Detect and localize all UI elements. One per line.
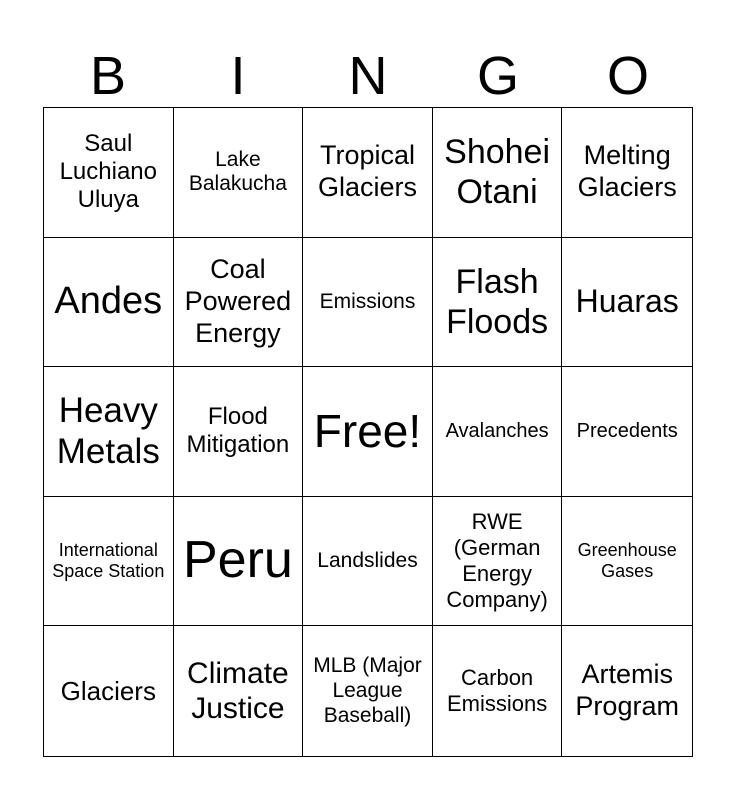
bingo-cell[interactable]: Lake Balakucha: [174, 108, 304, 238]
bingo-cell[interactable]: Saul Luchiano Uluya: [44, 108, 174, 238]
bingo-cell[interactable]: Flash Floods: [433, 238, 563, 368]
bingo-cell[interactable]: Climate Justice: [174, 626, 304, 756]
bingo-cell[interactable]: Tropical Glaciers: [303, 108, 433, 238]
bingo-cell[interactable]: Heavy Metals: [44, 367, 174, 497]
bingo-cell[interactable]: Precedents: [562, 367, 692, 497]
bingo-cell[interactable]: Peru: [174, 497, 304, 627]
bingo-cell[interactable]: Glaciers: [44, 626, 174, 756]
header-letter-o: O: [606, 46, 649, 106]
bingo-cell[interactable]: Emissions: [303, 238, 433, 368]
bingo-cell[interactable]: Coal Powered Energy: [174, 238, 304, 368]
bingo-cell[interactable]: Artemis Program: [575, 659, 679, 722]
bingo-cell[interactable]: RWE (German Energy Company): [433, 497, 563, 627]
bingo-card-grid: [43, 107, 693, 757]
bingo-cell[interactable]: Landslides: [303, 497, 433, 627]
bingo-cell[interactable]: MLB (Major League Baseball): [303, 626, 433, 756]
bingo-cell[interactable]: Andes: [44, 238, 174, 368]
bingo-cell[interactable]: Flood Mitigation: [174, 367, 304, 497]
bingo-cell[interactable]: International Space Station: [44, 497, 174, 627]
header-letter-b: B: [89, 46, 127, 106]
bingo-cell[interactable]: Huaras: [562, 238, 692, 368]
bingo-cell[interactable]: Greenhouse Gases: [562, 497, 692, 627]
bingo-cell[interactable]: Carbon Emissions: [433, 626, 563, 756]
header-letter-i: I: [230, 46, 246, 106]
bingo-cell[interactable]: Avalanches: [433, 367, 563, 497]
bingo-free-cell[interactable]: Free!: [303, 367, 433, 497]
bingo-header: [43, 44, 693, 108]
bingo-cell[interactable]: Shohei Otani: [433, 108, 563, 238]
bingo-cell[interactable]: Melting Glaciers: [562, 108, 692, 238]
header-letter-n: N: [348, 46, 388, 106]
header-letter-g: G: [476, 46, 519, 106]
